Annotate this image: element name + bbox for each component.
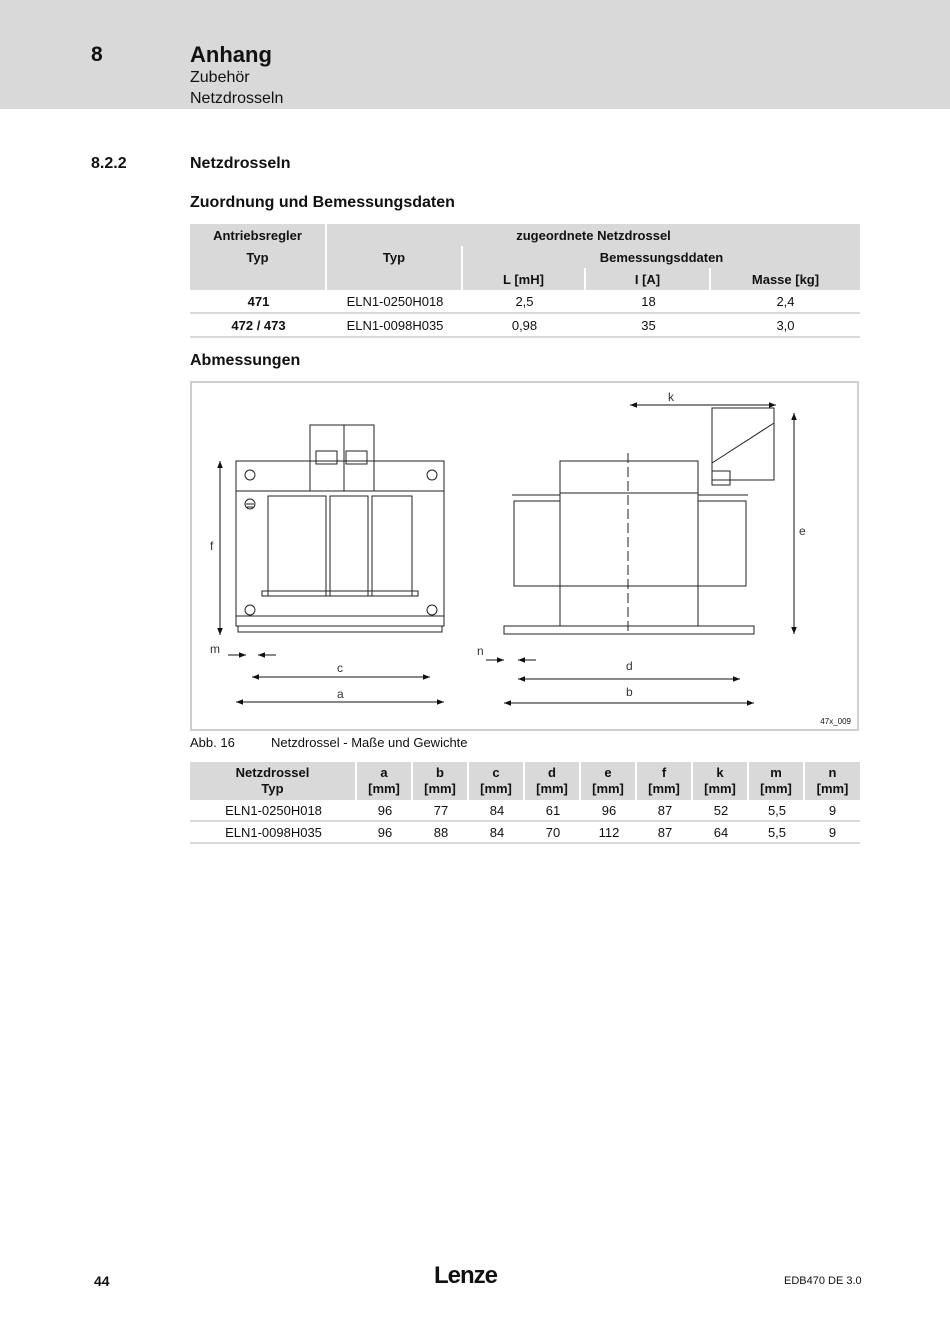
label-m: m <box>210 642 220 656</box>
header-typ-choke: Typ <box>327 246 463 268</box>
cell-e: 112 <box>581 822 637 844</box>
cell-m: 5,5 <box>749 800 805 822</box>
label-d: d <box>626 659 633 673</box>
cell-c: 84 <box>469 800 525 822</box>
figure-caption-text: Netzdrossel - Maße und Gewichte <box>271 735 468 750</box>
label-f: f <box>210 539 214 553</box>
label-a: a <box>337 687 344 701</box>
cell-type: ELN1-0098H035 <box>190 822 357 844</box>
cell-mass: 3,0 <box>711 314 860 338</box>
header-blank-2 <box>327 268 463 290</box>
cell-drive: 471 <box>190 290 327 314</box>
figure-code: 47x_009 <box>820 717 851 726</box>
cell-b: 88 <box>413 822 469 844</box>
header-netzdrossel: zugeordnete Netzdrossel <box>327 224 860 246</box>
page-number: 44 <box>94 1273 110 1289</box>
header-col-e: e [mm] <box>581 762 637 800</box>
header-band <box>0 0 950 109</box>
header-antriebsregler: Antriebsregler <box>190 224 327 246</box>
dimension-drawing <box>190 381 859 731</box>
label-c: c <box>337 661 343 675</box>
header-col-b: b [mm] <box>413 762 469 800</box>
header-typ-drive: Typ <box>190 246 327 268</box>
header-L: L [mH] <box>463 268 586 290</box>
header-I: I [A] <box>586 268 711 290</box>
header-bemessungsdaten: Bemessungsddaten <box>463 246 860 268</box>
document-code: EDB470 DE 3.0 <box>784 1275 862 1287</box>
cell-type: ELN1-0098H035 <box>327 314 463 338</box>
section-number: 8.2.2 <box>91 155 127 172</box>
chapter-title: Anhang <box>190 42 272 67</box>
section-title: Netzdrosseln <box>190 155 291 172</box>
dimensions-heading: Abmessungen <box>190 352 301 369</box>
cell-a: 96 <box>357 800 413 822</box>
cell-b: 77 <box>413 800 469 822</box>
lenze-logo: Lenze <box>434 1262 498 1289</box>
table-row <box>190 800 860 822</box>
header-col-k: k [mm] <box>693 762 749 800</box>
cell-d: 61 <box>525 800 581 822</box>
table-row <box>190 290 860 314</box>
chapter-number: 8 <box>91 43 103 66</box>
cell-drive: 472 / 473 <box>190 314 327 338</box>
header-blank-1 <box>190 268 327 290</box>
cell-d: 70 <box>525 822 581 844</box>
cell-mass: 2,4 <box>711 290 860 314</box>
cell-n: 9 <box>805 822 860 844</box>
label-k: k <box>668 390 674 404</box>
table-row <box>190 314 860 338</box>
header-col-a: a [mm] <box>357 762 413 800</box>
cell-m: 5,5 <box>749 822 805 844</box>
header-col-m: m [mm] <box>749 762 805 800</box>
chapter-subtitle-2: Netzdrosseln <box>190 90 284 107</box>
cell-f: 87 <box>637 822 693 844</box>
side-view <box>504 408 774 634</box>
cell-type: ELN1-0250H018 <box>327 290 463 314</box>
dimensions-table <box>190 762 860 844</box>
cell-k: 64 <box>693 822 749 844</box>
header-mass: Masse [kg] <box>711 268 860 290</box>
cell-L: 0,98 <box>463 314 586 338</box>
cell-f: 87 <box>637 800 693 822</box>
cell-n: 9 <box>805 800 860 822</box>
chapter-subtitle-1: Zubehör <box>190 69 250 86</box>
cell-a: 96 <box>357 822 413 844</box>
label-b: b <box>626 685 633 699</box>
cell-type: ELN1-0250H018 <box>190 800 357 822</box>
cell-I: 18 <box>586 290 711 314</box>
cell-k: 52 <box>693 800 749 822</box>
cell-I: 35 <box>586 314 711 338</box>
cell-L: 2,5 <box>463 290 586 314</box>
header-col-n: n [mm] <box>805 762 860 800</box>
cell-e: 96 <box>581 800 637 822</box>
rating-heading: Zuordnung und Bemessungsdaten <box>190 194 455 211</box>
drawing-svg <box>192 383 861 733</box>
rating-table <box>190 224 860 338</box>
header-col-c: c [mm] <box>469 762 525 800</box>
label-e: e <box>799 524 806 538</box>
front-view <box>236 425 444 632</box>
header-col-f: f [mm] <box>637 762 693 800</box>
dimension-labels <box>210 390 806 701</box>
table-row <box>190 822 860 844</box>
header-col-d: d [mm] <box>525 762 581 800</box>
figure-caption-number: Abb. 16 <box>190 735 235 750</box>
label-n: n <box>477 644 484 658</box>
cell-c: 84 <box>469 822 525 844</box>
dimension-lines <box>220 405 794 703</box>
header-netzdrossel-typ: Netzdrossel Typ <box>190 762 357 800</box>
